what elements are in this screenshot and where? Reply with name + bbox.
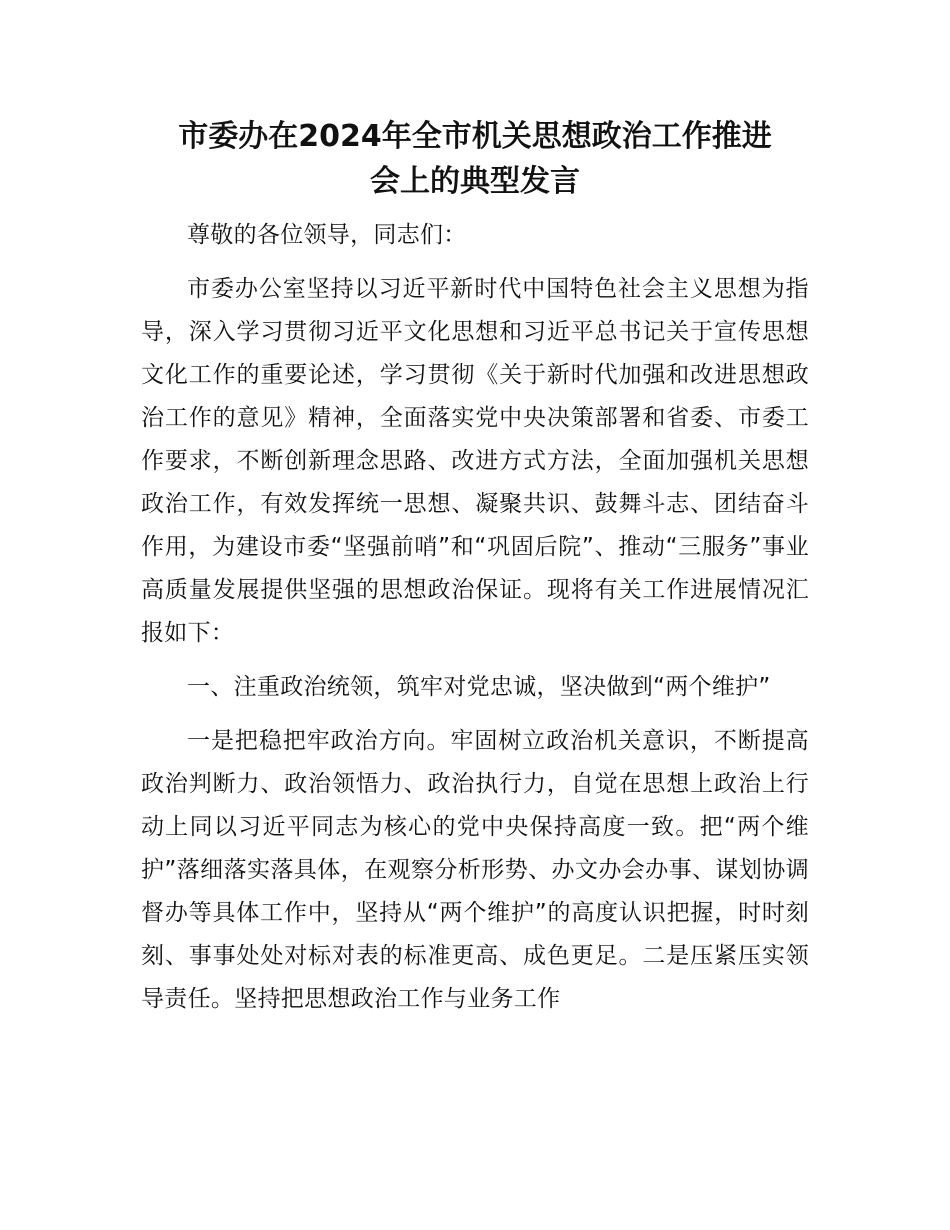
title-line-2: 会上的典型发言 (370, 164, 580, 199)
document-title (140, 114, 810, 204)
salutation: 尊敬的各位领导，同志们： (187, 222, 467, 248)
body-paragraph: 一是把稳把牢政治方向。牢固树立政治机关意识，不断提高政治判断力、政治领悟力、政治执行力，自觉在思想上政治上行动上同以习近平同志为核心的党中央保持高度一致。把“两个维护”落细落实落具体，在观察分析形势、办文办会办事、谋划协调督办等具体工作中，坚持从“两个维护”的高度认识把握，时时刻刻、事事处处对标对表的标准更高、成色更足。二是压紧压实领导责任。坚持把思想政治工作与业务工作 (141, 728, 809, 1012)
section-heading-1: 一、注重政治统领，筑牢对党忠诚，坚决做到“两个维护” (187, 674, 771, 700)
document-body (141, 214, 809, 1021)
intro-paragraph: 市委办公室坚持以习近平新时代中国特色社会主义思想为指导，深入学习贯彻习近平文化思想和习近平总书记关于宣传思想文化工作的重要论述，学习贯彻《关于新时代加强和改进思想政治工作的意见》精神，全面落实党中央决策部署和省委、市委工作要求，不断创新理念思路、改进方式方法，全面加强机关思想政治工作，有效发挥统一思想、凝聚共识、鼓舞斗志、团结奋斗作用，为建设市委“坚强前哨”和“巩固后院”、推动“三服务”事业高质量发展提供坚强的思想政治保证。现将有关工作进展情况汇报如下： (141, 276, 809, 646)
title-line-1: 市委办在2024年全市机关思想政治工作推进 (178, 119, 772, 154)
